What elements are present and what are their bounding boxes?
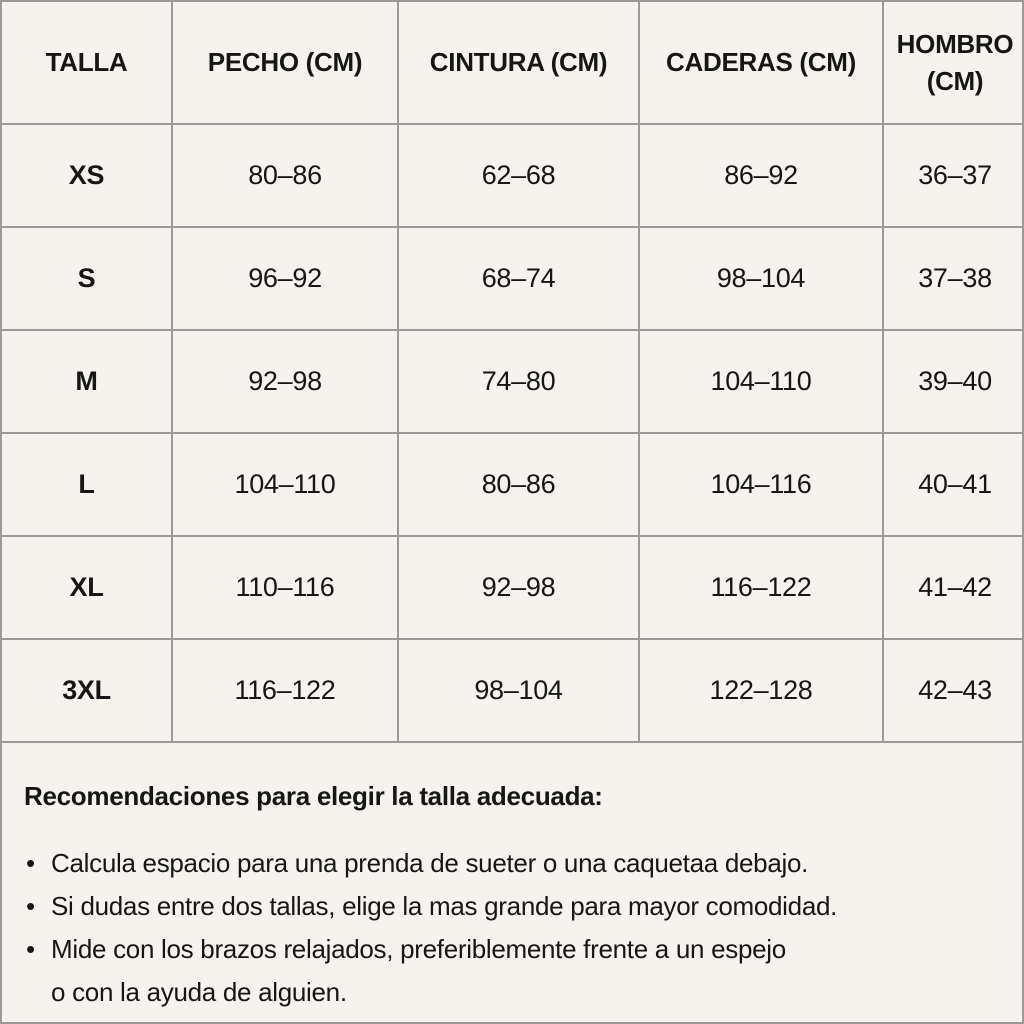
hombro-value: 36–37 xyxy=(883,124,1024,227)
table-row-xs xyxy=(2,124,1024,227)
size-label: M xyxy=(2,330,172,433)
table-row-m xyxy=(2,330,1024,433)
caderas-value: 98–104 xyxy=(639,227,883,330)
pecho-value: 110–116 xyxy=(172,536,398,639)
caderas-value: 104–116 xyxy=(639,433,883,536)
caderas-value: 86–92 xyxy=(639,124,883,227)
column-header-hombro: HOMBRO (CM) xyxy=(883,2,1024,124)
pecho-value: 96–92 xyxy=(172,227,398,330)
pecho-value: 104–110 xyxy=(172,433,398,536)
cintura-value: 80–86 xyxy=(398,433,639,536)
table-row-3xl xyxy=(2,639,1024,742)
column-header-talla: TALLA xyxy=(2,2,172,124)
bullet-icon: • xyxy=(26,848,35,878)
table-row-xl xyxy=(2,536,1024,639)
list-item xyxy=(24,928,954,1014)
recommendation-text: Si dudas entre dos tallas, elige la mas grande para mayor comodidad. xyxy=(51,891,838,921)
cintura-value: 62–68 xyxy=(398,124,639,227)
table-header-row xyxy=(2,2,1024,124)
recommendations-title: Recomendaciones para elegir la talla adecuada: xyxy=(24,781,603,811)
column-header-pecho: PECHO (CM) xyxy=(172,2,398,124)
recommendation-text: Mide con los brazos relajados, preferiblemente frente a un espejo xyxy=(51,934,786,964)
recommendations-list xyxy=(24,842,954,1014)
table-row-l xyxy=(2,433,1024,536)
hombro-value: 40–41 xyxy=(883,433,1024,536)
hombro-value: 39–40 xyxy=(883,330,1024,433)
size-label: L xyxy=(2,433,172,536)
hombro-value: 42–43 xyxy=(883,639,1024,742)
hombro-value: 37–38 xyxy=(883,227,1024,330)
caderas-value: 116–122 xyxy=(639,536,883,639)
column-header-caderas: CADERAS (CM) xyxy=(639,2,883,124)
caderas-value: 122–128 xyxy=(639,639,883,742)
cintura-value: 98–104 xyxy=(398,639,639,742)
cintura-value: 92–98 xyxy=(398,536,639,639)
cintura-value: 68–74 xyxy=(398,227,639,330)
column-header-cintura: CINTURA (CM) xyxy=(398,2,639,124)
size-label: S xyxy=(2,227,172,330)
cintura-value: 74–80 xyxy=(398,330,639,433)
size-table xyxy=(2,2,1024,743)
pecho-value: 116–122 xyxy=(172,639,398,742)
size-label: 3XL xyxy=(2,639,172,742)
size-label: XS xyxy=(2,124,172,227)
recommendation-text: Calcula espacio para una prenda de sueter o una caquetaa debajo. xyxy=(51,848,809,878)
recommendation-text-line2: o con la ayuda de alguien. xyxy=(51,977,347,1007)
hombro-value: 41–42 xyxy=(883,536,1024,639)
size-label: XL xyxy=(2,536,172,639)
caderas-value: 104–110 xyxy=(639,330,883,433)
pecho-value: 92–98 xyxy=(172,330,398,433)
list-item xyxy=(24,842,954,885)
bullet-icon: • xyxy=(26,934,35,964)
pecho-value: 80–86 xyxy=(172,124,398,227)
list-item xyxy=(24,885,954,928)
recommendations-section xyxy=(2,743,1022,1014)
bullet-icon: • xyxy=(26,891,35,921)
table-row-s xyxy=(2,227,1024,330)
